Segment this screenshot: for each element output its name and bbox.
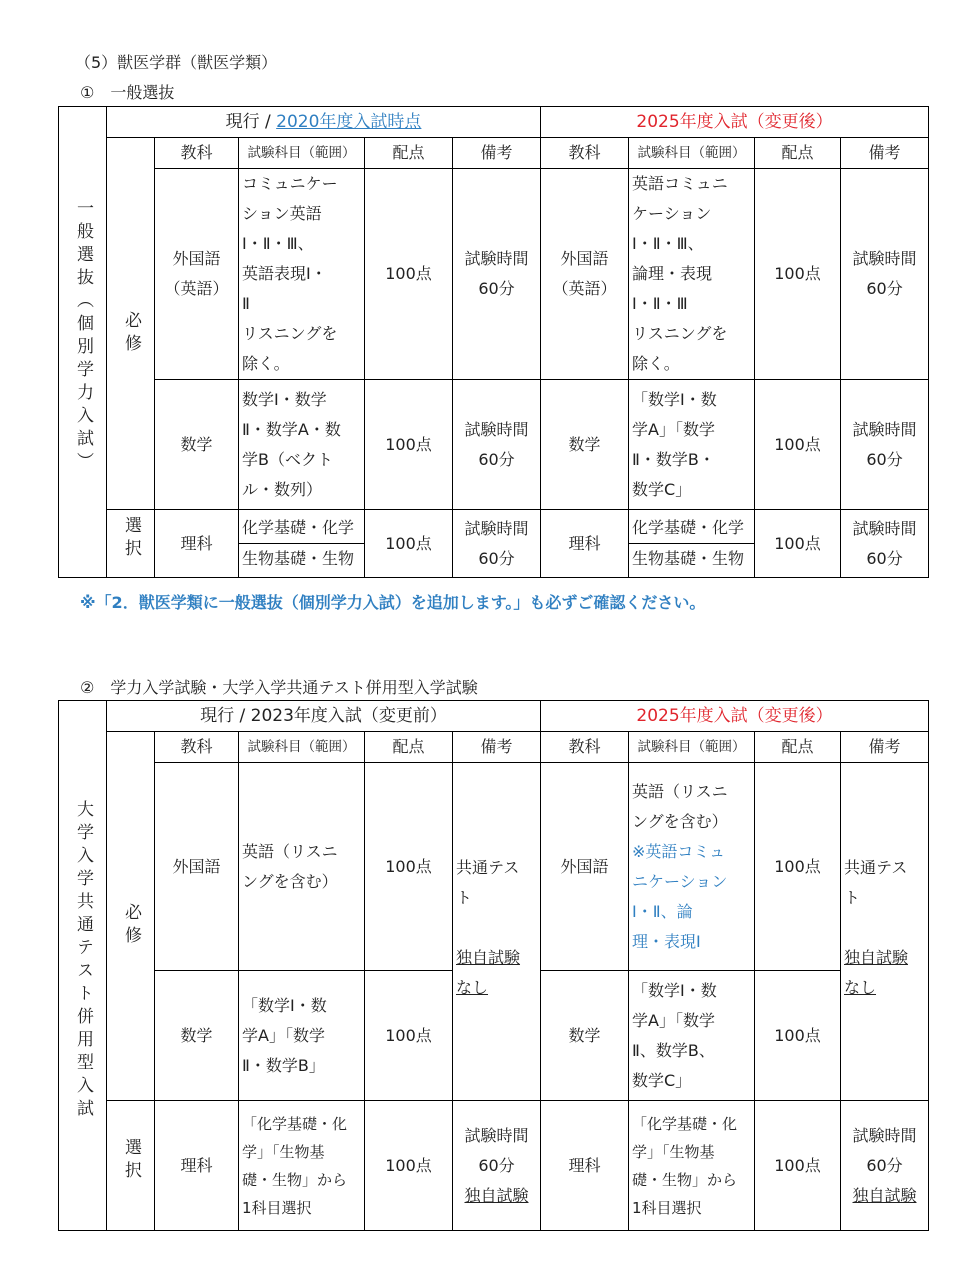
current-year-link[interactable]: 2020年度入試時点 — [276, 112, 422, 132]
math-subject-new: 数学 — [541, 380, 629, 510]
col-points-2-new: 配点 — [755, 732, 841, 763]
foreign-language-subject-2-new: 外国語 — [541, 763, 629, 971]
science-points: 100点 — [365, 510, 453, 578]
science-points-2-new: 100点 — [755, 1101, 841, 1231]
subsection-1-title: ① 一般選抜 — [80, 83, 175, 102]
math-points-2: 100点 — [365, 971, 453, 1101]
new-science-range: 化学基礎・化学 生物基礎・生物 — [629, 510, 755, 578]
foreign-language-subject-new: 外国語 （英語） — [541, 169, 629, 380]
col-range-new: 試験科目（範囲） — [629, 138, 755, 169]
required-label-2: 必修 — [107, 763, 155, 1101]
old-science-range-2: 「化学基礎・化 学」「生物基 礎・生物」から 1科目選択 — [239, 1101, 365, 1231]
science-points-2: 100点 — [365, 1101, 453, 1231]
common-test-note: 共通テス ト 独自試験 なし — [453, 763, 541, 1101]
math-subject: 数学 — [155, 380, 239, 510]
old-science-range: 化学基礎・化学 生物基礎・生物 — [239, 510, 365, 578]
common-test-table — [58, 700, 929, 1231]
col-subject: 教科 — [155, 138, 239, 169]
old-math-range: 数学Ⅰ・数学 Ⅱ・数学A・数 学B（ベクト ル・数列） — [239, 380, 365, 510]
time-note: 試験時間 60分 — [453, 169, 541, 380]
current-header-2: 現行 / 2023年度入試（変更前） — [107, 701, 541, 732]
science-subject-2-new: 理科 — [541, 1101, 629, 1231]
common-test-note-new: 共通テス ト 独自試験 なし — [841, 763, 929, 1101]
col-notes: 備考 — [453, 138, 541, 169]
science-time-note-new: 試験時間 60分 — [841, 510, 929, 578]
points-value-2-new: 100点 — [755, 763, 841, 971]
science-subject: 理科 — [155, 510, 239, 578]
col-points: 配点 — [365, 138, 453, 169]
col-range-2-new: 試験科目（範囲） — [629, 732, 755, 763]
math-points: 100点 — [365, 380, 453, 510]
col-subject-2-new: 教科 — [541, 732, 629, 763]
points-value-new: 100点 — [755, 169, 841, 380]
new-math-range: 「数学Ⅰ・数 学A」「数学 Ⅱ・数学B・ 数学C」 — [629, 380, 755, 510]
row-label-common-test: 大学入学共通テスト併用型入試 — [59, 701, 107, 1231]
elective-label: 選択 — [107, 510, 155, 578]
section-title: （5）獣医学群（獣医学類） — [75, 53, 278, 72]
row-label-general: 一般選抜︵個別学力入試︶ — [59, 107, 107, 578]
required-label: 必修 — [107, 169, 155, 510]
old-foreign-range: コミュニケー ション英語 Ⅰ・Ⅱ・Ⅲ、 英語表現Ⅰ・ Ⅱ リスニングを 除く。 — [239, 169, 365, 380]
points-value-2: 100点 — [365, 763, 453, 971]
old-foreign-range-2: 英語（リスニ ングを含む） — [239, 763, 365, 971]
math-time-note: 試験時間 60分 — [453, 380, 541, 510]
col-points-2: 配点 — [365, 732, 453, 763]
science-time-note: 試験時間 60分 — [453, 510, 541, 578]
col-points-new: 配点 — [755, 138, 841, 169]
old-math-range-2: 「数学Ⅰ・数 学A」「数学 Ⅱ・数学B」 — [239, 971, 365, 1101]
time-note-new: 試験時間 60分 — [841, 169, 929, 380]
col-range: 試験科目（範囲） — [239, 138, 365, 169]
col-notes-2-new: 備考 — [841, 732, 929, 763]
new-header: 2025年度入試（変更後） — [541, 107, 929, 138]
math-time-note-new: 試験時間 60分 — [841, 380, 929, 510]
new-science-range-2: 「化学基礎・化 学」「生物基 礎・生物」から 1科目選択 — [629, 1101, 755, 1231]
science-note-2-new: 試験時間 60分 独自試験 — [841, 1101, 929, 1231]
science-subject-new: 理科 — [541, 510, 629, 578]
math-subject-2-new: 数学 — [541, 971, 629, 1101]
col-range-2: 試験科目（範囲） — [239, 732, 365, 763]
current-header: 現行 / 2020年度入試時点 — [107, 107, 541, 138]
new-foreign-range: 英語コミュニ ケーション Ⅰ・Ⅱ・Ⅲ、 論理・表現 Ⅰ・Ⅱ・Ⅲ リスニングを 除く。 — [629, 169, 755, 380]
points-value: 100点 — [365, 169, 453, 380]
foreign-language-subject: 外国語 （英語） — [155, 169, 239, 380]
subsection-2-title: ② 学力入学試験・大学入学共通テスト併用型入学試験 — [80, 678, 478, 697]
col-subject-new: 教科 — [541, 138, 629, 169]
col-subject-2: 教科 — [155, 732, 239, 763]
science-points-new: 100点 — [755, 510, 841, 578]
new-foreign-range-2: 英語（リスニ ングを含む） ※英語コミュ ニケーション Ⅰ・Ⅱ、論 理・表現Ⅰ — [629, 763, 755, 971]
math-subject-2: 数学 — [155, 971, 239, 1101]
new-header-2: 2025年度入試（変更後） — [541, 701, 929, 732]
science-subject-2: 理科 — [155, 1101, 239, 1231]
science-note-2: 試験時間 60分 独自試験 — [453, 1101, 541, 1231]
math-points-2-new: 100点 — [755, 971, 841, 1101]
foreign-language-subject-2: 外国語 — [155, 763, 239, 971]
math-points-new: 100点 — [755, 380, 841, 510]
elective-label-2: 選択 — [107, 1101, 155, 1231]
col-notes-2: 備考 — [453, 732, 541, 763]
notice-text: ※「2．獣医学類に一般選抜（個別学力入試）を追加します。」も必ずご確認ください。 — [80, 593, 706, 612]
general-selection-table — [58, 106, 929, 578]
new-math-range-2: 「数学Ⅰ・数 学A」「数学 Ⅱ、数学B、 数学C」 — [629, 971, 755, 1101]
col-notes-new: 備考 — [841, 138, 929, 169]
